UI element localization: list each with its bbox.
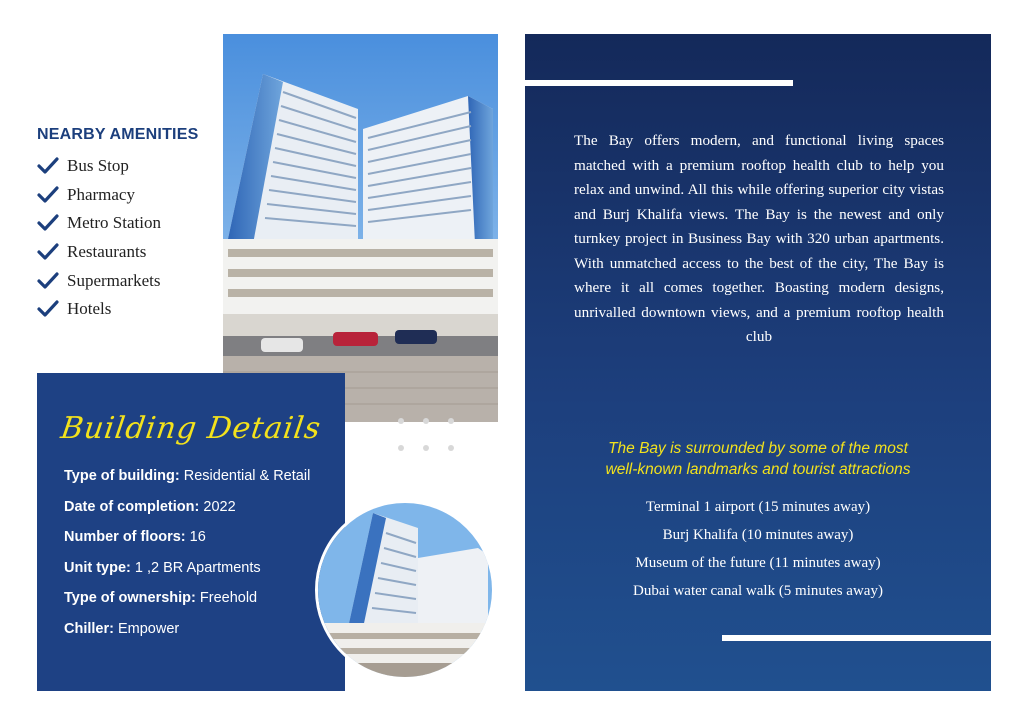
detail-label: Number of floors: [64, 529, 186, 546]
detail-label: Type of building: [64, 468, 180, 484]
landmark-item: Burj Khalifa (10 minutes away) [662, 527, 854, 543]
checkmark-icon [37, 214, 59, 232]
description-panel [525, 34, 991, 691]
landmarks-list [545, 493, 971, 605]
detail-value: 16 [189, 529, 206, 546]
checkmark-icon [37, 300, 59, 318]
detail-value: 1 ,2 BR Apartments [134, 559, 261, 576]
amenity-item [37, 181, 217, 210]
detail-row [64, 529, 310, 560]
detail-value: Freehold [199, 590, 258, 607]
decorative-dots [395, 418, 459, 454]
checkmark-icon [37, 186, 59, 204]
detail-value: 2022 [203, 498, 236, 515]
landmarks-intro-line: well-known landmarks and tourist attractions [605, 461, 911, 478]
building-photo [223, 34, 498, 422]
amenity-item [37, 238, 217, 267]
detail-label: Chiller: [64, 620, 114, 637]
building-details-title: Building Details [58, 411, 324, 446]
detail-row [64, 560, 310, 591]
landmarks-intro-line: The Bay is surrounded by some of the most [608, 440, 908, 457]
detail-row [64, 621, 310, 652]
checkmark-icon [37, 272, 59, 290]
building-photo-round [315, 500, 495, 680]
landmarks-intro [545, 438, 971, 480]
amenity-label: Supermarkets [67, 270, 161, 290]
amenity-item [37, 152, 217, 181]
building-details-card [37, 373, 345, 691]
amenity-item [37, 295, 217, 324]
amenity-label: Restaurants [67, 242, 147, 262]
checkmark-icon [37, 243, 59, 261]
detail-row [64, 590, 310, 621]
detail-label: Type of ownership: [64, 590, 196, 607]
divider-bar [525, 80, 793, 86]
landmark-item: Dubai water canal walk (5 minutes away) [633, 583, 883, 599]
detail-row [64, 499, 310, 530]
project-description: The Bay offers modern, and functional living spaces matched with a premium rooftop health club to help you relax and unwind. All this while offering superior city vistas and Burj Khalifa views. The Bay is the newest and only turnkey project in Business Bay with 320 urban apartments. With unmatched access to the best of the city, The Bay is where it all comes together. Boasting modern designs, unrivalled downtown views, and a premium rooftop health club [574, 132, 944, 345]
detail-row [64, 468, 310, 499]
landmark-item: Museum of the future (11 minutes away) [635, 555, 881, 571]
nearby-amenities [37, 126, 217, 324]
amenity-item [37, 266, 217, 295]
amenity-item [37, 209, 217, 238]
amenity-label: Metro Station [67, 213, 161, 233]
checkmark-icon [37, 157, 59, 175]
detail-value: Residential & Retail [183, 468, 311, 484]
amenity-label: Pharmacy [67, 184, 135, 204]
amenity-label: Hotels [67, 299, 112, 319]
detail-label: Date of completion: [64, 498, 200, 515]
detail-label: Unit type: [64, 559, 131, 576]
amenities-list [37, 152, 217, 324]
divider-bar [722, 635, 991, 641]
amenities-heading: NEARBY AMENITIES [37, 126, 199, 143]
amenity-label: Bus Stop [67, 156, 129, 176]
detail-value: Empower [117, 620, 180, 637]
landmark-item: Terminal 1 airport (15 minutes away) [645, 499, 871, 515]
